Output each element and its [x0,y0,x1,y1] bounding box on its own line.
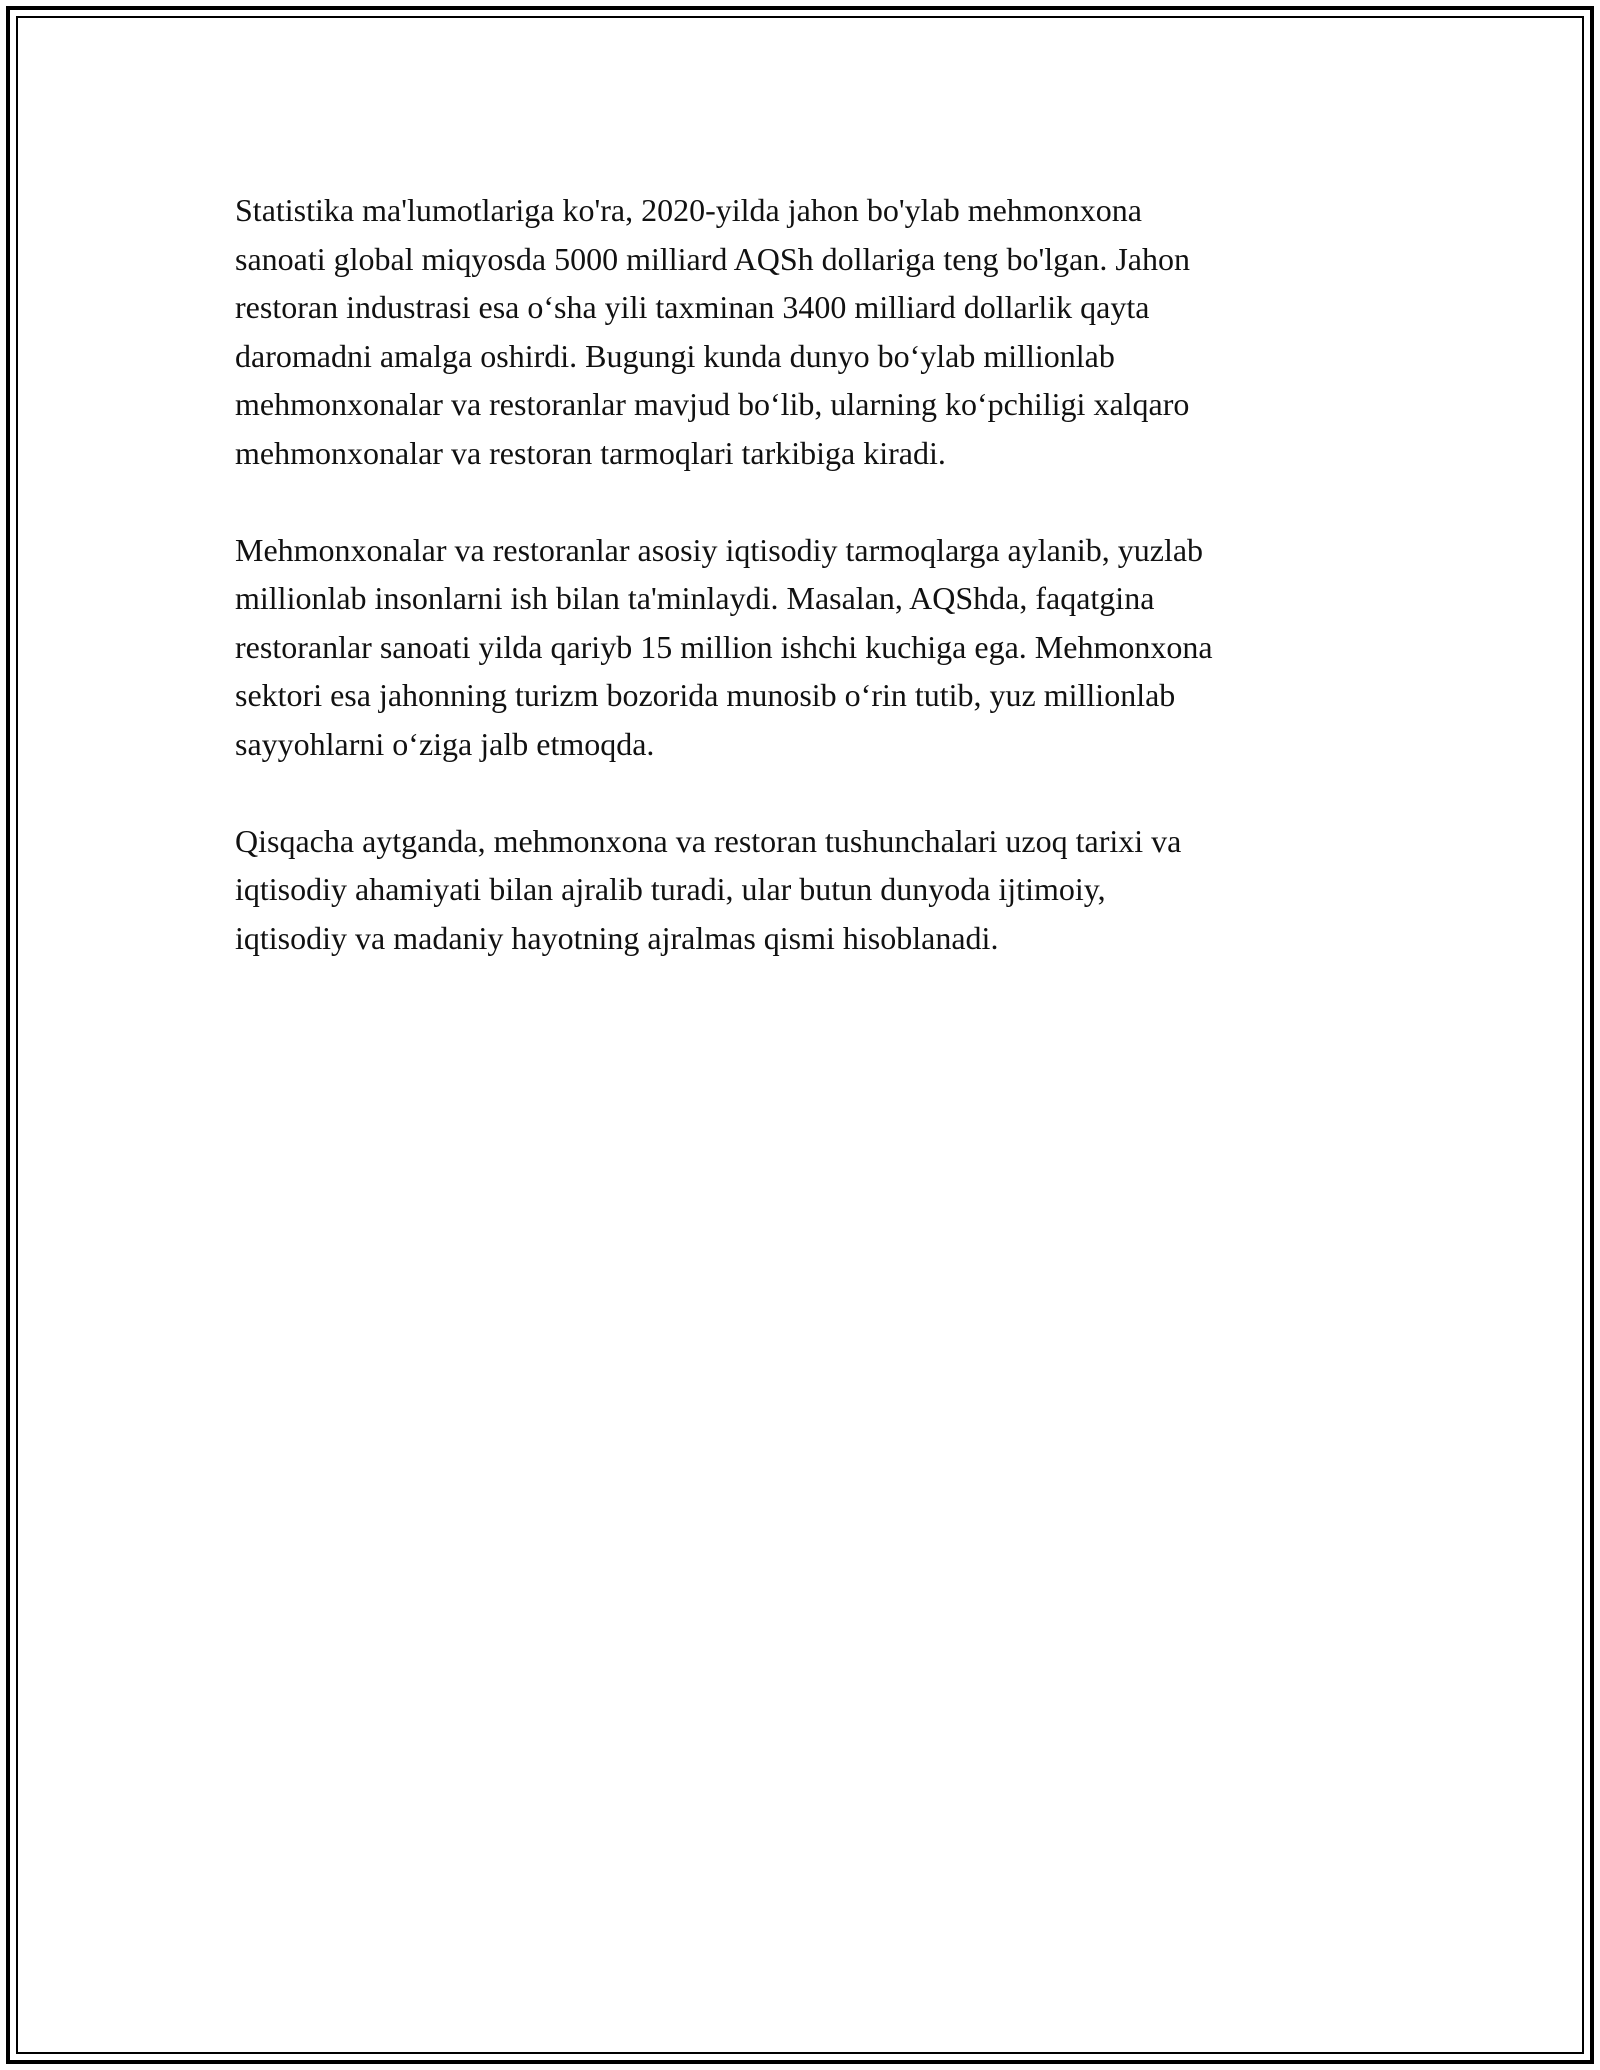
text-line: Statistika ma'lumotlariga ko'ra, 2020-yilda jahon bo'ylab mehmonxona [235,192,1142,228]
text-line: sektori esa jahonning turizm bozorida munosib o‘rin tutib, yuz millionlab [235,677,1176,714]
text-line: restoran industrasi esa o‘sha yili taxminan 3400 milliard dollarlik qayta [235,289,1150,326]
text-line: daromadni amalga oshirdi. Bugungi kunda dunyo bo‘ylab millionlab [235,337,1115,374]
text-line: iqtisodiy ahamiyati bilan ajralib turadi, ular butun dunyoda ijtimoiy, [235,871,1106,908]
text-line: iqtisodiy va madaniy hayotning ajralmas qismi hisoblanadi. [235,919,999,956]
paragraph-1 [235,186,1375,478]
document-body [235,186,1375,1010]
text-line: restoranlar sanoati yilda qariyb 15 million ishchi kuchiga ega. Mehmonxona [235,628,1213,665]
text-line: Qisqacha aytganda, mehmonxona va restoran tushunchalari uzoq tarixi va [235,822,1182,859]
paragraph-2 [235,526,1375,769]
text-line: Mehmonxonalar va restoranlar asosiy iqtisodiy tarmoqlarga aylanib, yuzlab [235,531,1204,568]
paragraph-3 [235,817,1375,963]
text-line: mehmonxonalar va restoranlar mavjud bo‘lib, ularning ko‘pchiligi xalqaro [235,386,1190,423]
text-line: mehmonxonalar va restoran tarmoqlari tarkibiga kiradi. [235,434,946,471]
text-line: sanoati global miqyosda 5000 milliard AQSh dollariga teng bo'lgan. Jahon [235,240,1190,277]
text-line: millionlab insonlarni ish bilan ta'minlaydi. Masalan, AQShda, faqatgina [235,580,1155,617]
text-line: sayyohlarni o‘ziga jalb etmoqda. [235,725,655,762]
